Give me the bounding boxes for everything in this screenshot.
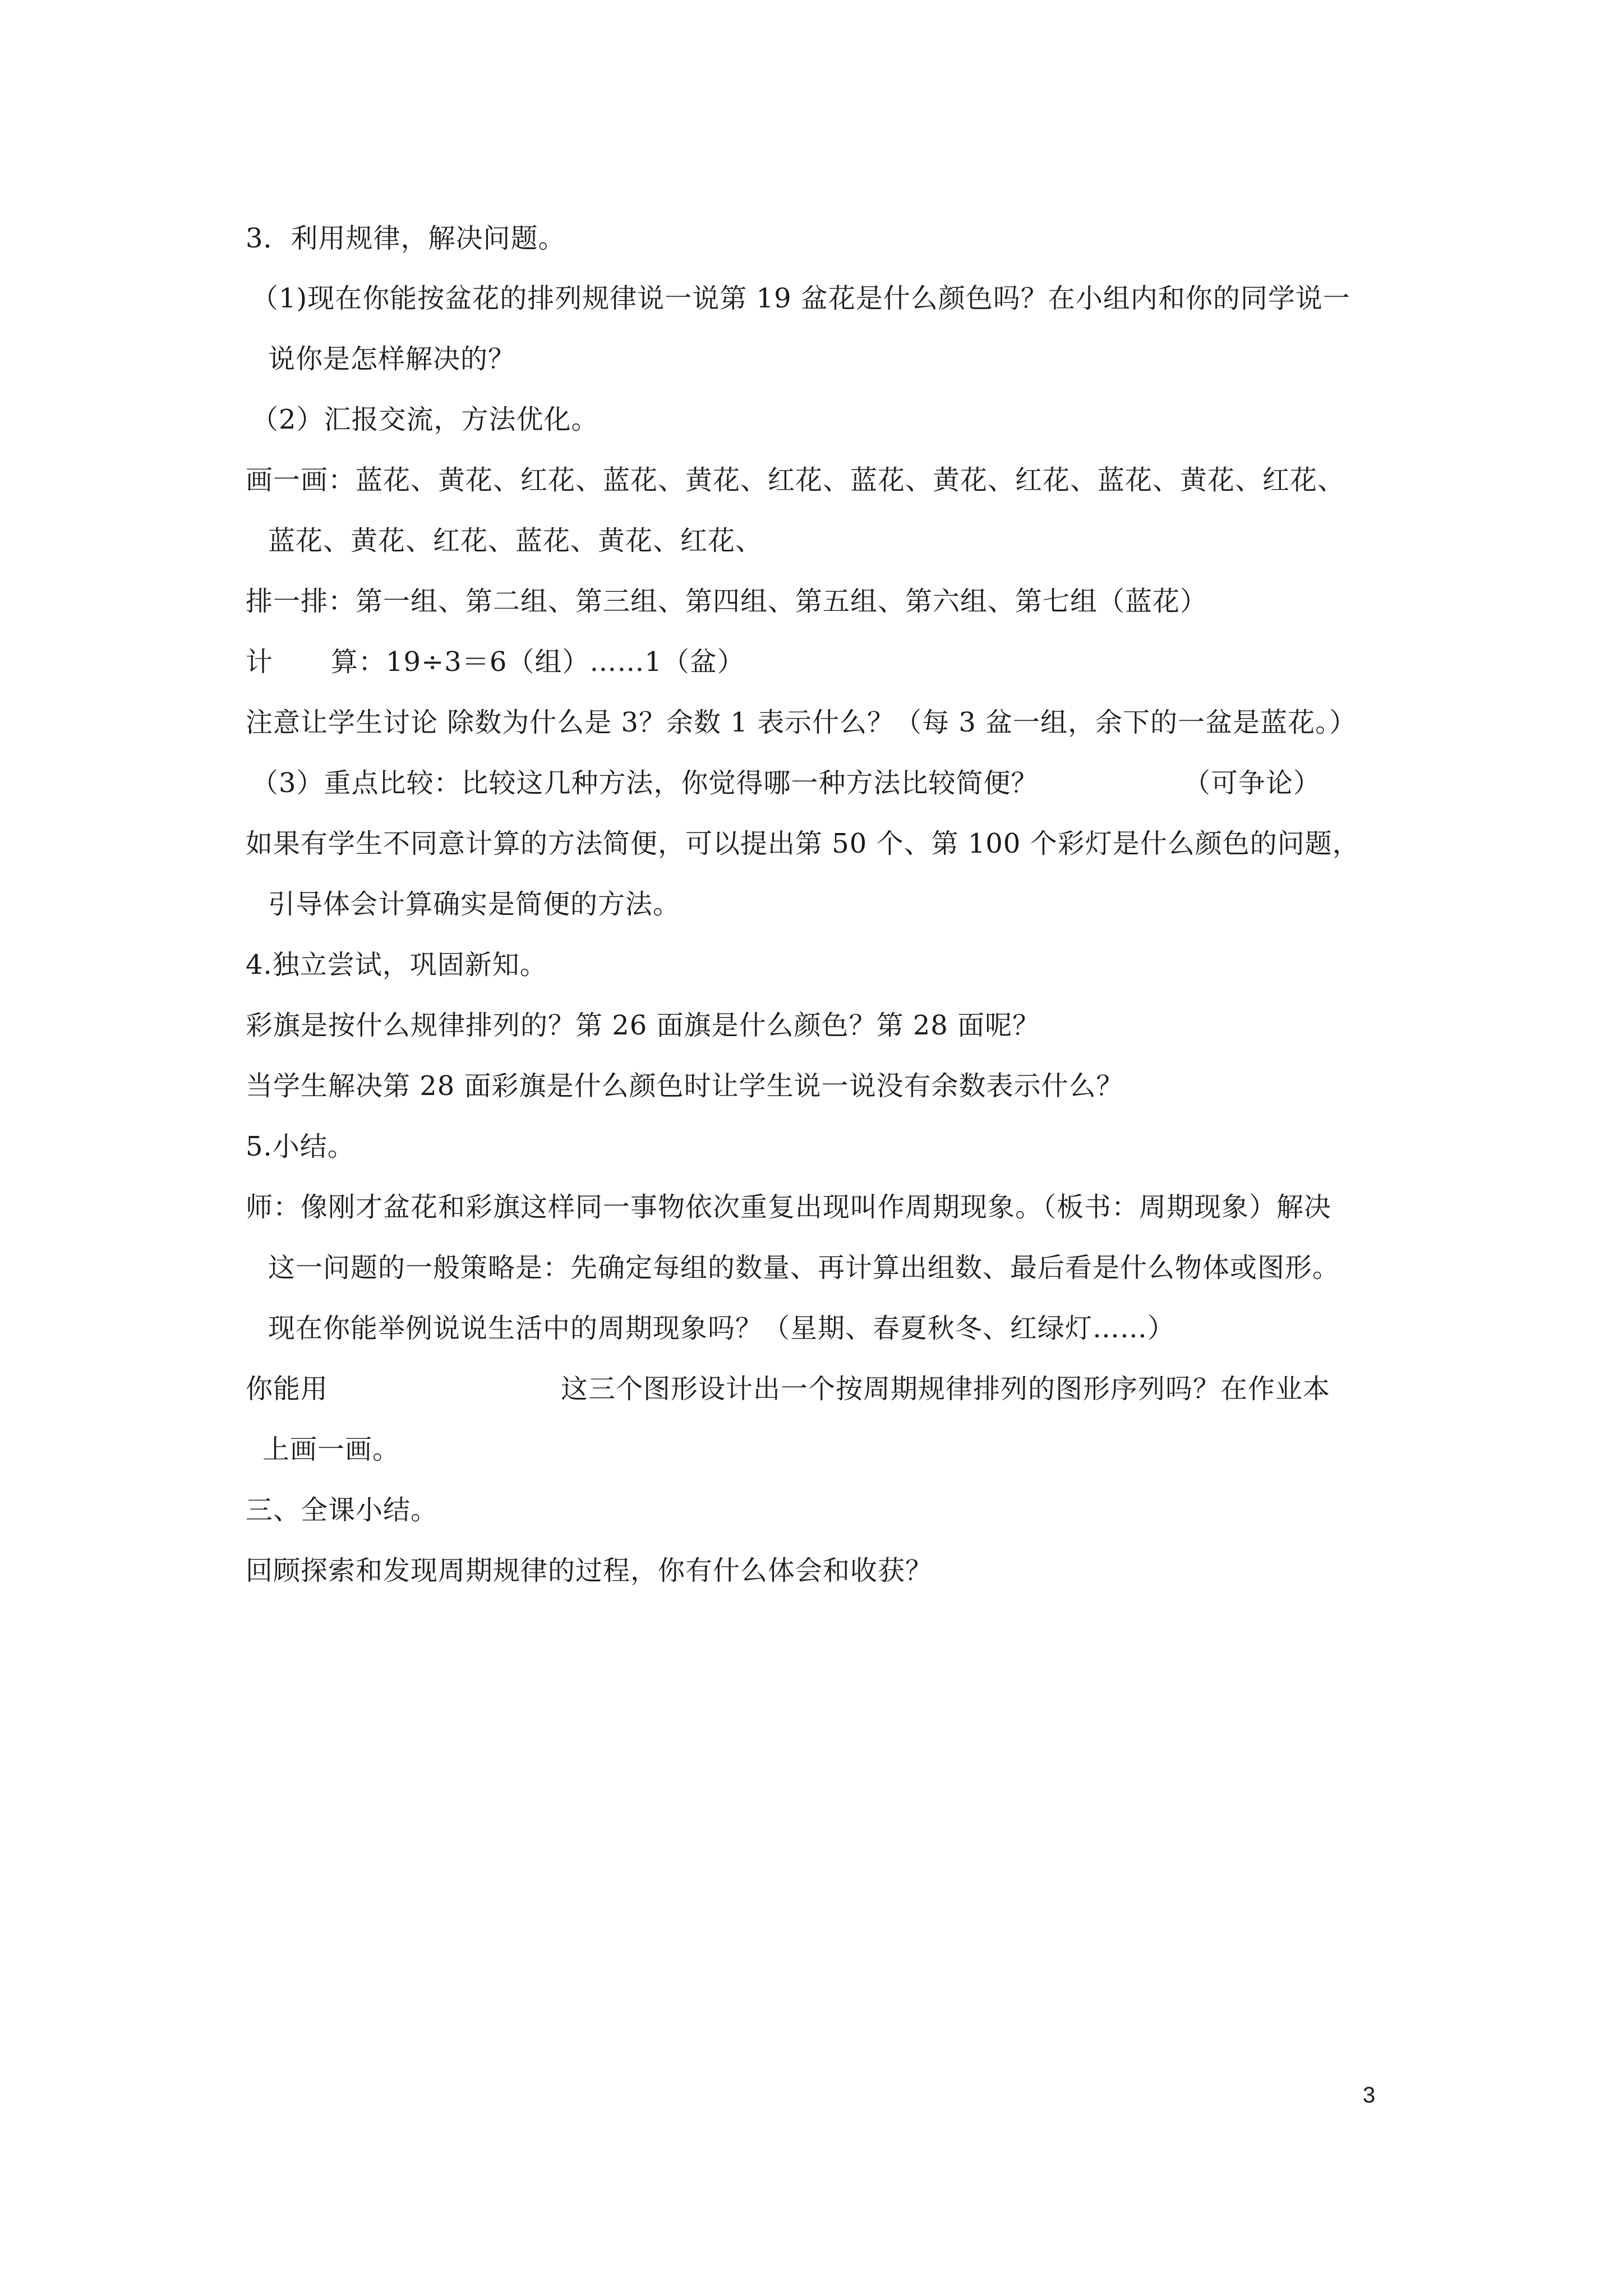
paragraph-line: 彩旗是按什么规律排列的？第 26 面旗是什么颜色？第 28 面呢？ xyxy=(246,1010,1040,1041)
section-heading: 3．利用规律，解决问题。 xyxy=(246,223,566,254)
section-heading: 4.独立尝试，巩固新知。 xyxy=(246,949,547,981)
section-heading: 5.小结。 xyxy=(246,1131,355,1162)
paragraph-line: （1)现在你能按盆花的排列规律说一说第 19 盆花是什么颜色吗？在小组内和你的同学说一 xyxy=(251,283,1350,314)
calc-line: 算：19÷3＝6（组）……1（盆） xyxy=(331,646,745,678)
paragraph-line: 说你是怎样解决的？ xyxy=(268,343,516,375)
page-number: 3 xyxy=(1363,2083,1376,2108)
paragraph-line: 引导体会计算确实是简便的方法。 xyxy=(268,889,681,920)
paragraph-line: 画一画：蓝花、黄花、红花、蓝花、黄花、红花、蓝花、黄花、红花、蓝花、黄花、红花、 xyxy=(246,464,1345,496)
paragraph-line: 如果有学生不同意计算的方法简便，可以提出第 50 个、第 100 个彩灯是什么颜色的问题， xyxy=(246,828,1360,859)
paragraph-line: 你能用 xyxy=(246,1373,329,1405)
section-heading: 三、全课小结。 xyxy=(246,1494,439,1526)
paragraph-aside: （可争论） xyxy=(1183,767,1321,799)
paragraph-line: （2）汇报交流，方法优化。 xyxy=(251,404,599,435)
paragraph-line: 排一排：第一组、第二组、第三组、第四组、第五组、第六组、第七组（蓝花） xyxy=(246,586,1208,617)
paragraph-line: 这三个图形设计出一个按周期规律排列的图形序列吗？在作业本 xyxy=(561,1373,1331,1405)
paragraph-line: 师：像刚才盆花和彩旗这样同一事物依次重复出现叫作周期现象。（板书：周期现象）解决 xyxy=(246,1191,1332,1223)
paragraph-line: 上画一画。 xyxy=(262,1434,400,1465)
calc-label: 计 xyxy=(246,646,274,678)
paragraph-line: 回顾探索和发现周期规律的过程，你有什么体会和收获？ xyxy=(246,1555,933,1586)
paragraph-line: （3）重点比较：比较这几种方法，你觉得哪一种方法比较简便？ xyxy=(251,767,1039,799)
paragraph-line: 当学生解决第 28 面彩旗是什么颜色时让学生说一说没有余数表示什么？ xyxy=(246,1070,1124,1102)
paragraph-line: 蓝花、黄花、红花、蓝花、黄花、红花、 xyxy=(268,525,763,556)
paragraph-line: 这一问题的一般策略是：先确定每组的数量、再计算出组数、最后看是什么物体或图形。 xyxy=(268,1252,1340,1283)
paragraph-line: 现在你能举例说说生活中的周期现象吗？（星期、春夏秋冬、红绿灯……） xyxy=(268,1313,1175,1344)
paragraph-line: 注意让学生讨论 除数为什么是 3？余数 1 表示什么？（每 3 盆一组，余下的一盆是蓝花。） xyxy=(246,707,1357,738)
